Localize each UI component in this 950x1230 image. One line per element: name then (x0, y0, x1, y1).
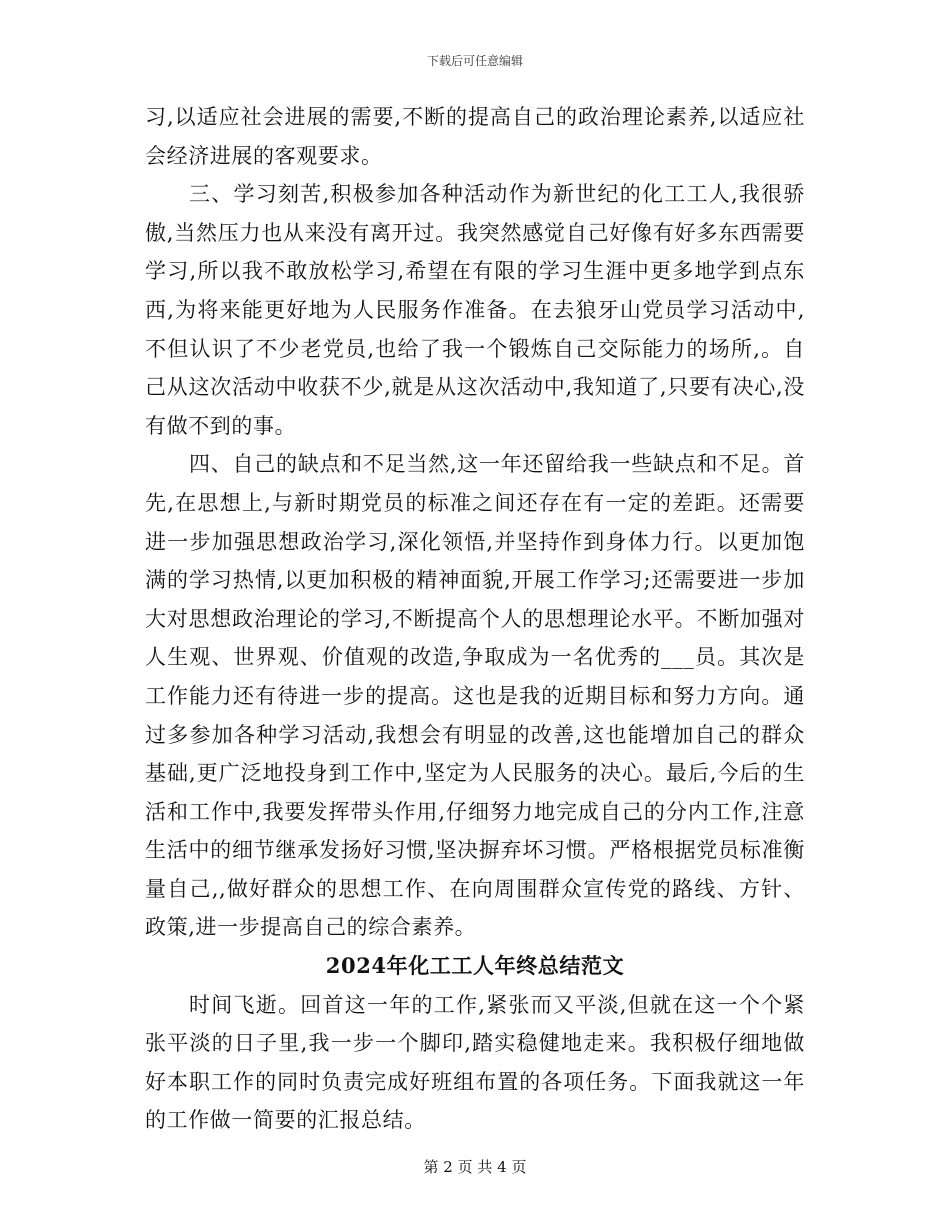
page-header-note: 下载后可任意编辑 (426, 54, 523, 68)
paragraph-study-hard: 三、学习刻苦,积极参加各种活动作为新世纪的化工工人,我很骄傲,当然压力也从来没有离开过。我突然感觉自己好像有好多东西需要学习,所以我不敢放松学习,希望在有限的学习生涯中更多地学到点东西,为将来能更好地为人民服务作准备。在去狼牙山党员学习活动中,不但认识了不少老党员,也给了我一个锻炼自己交际能力的场所,。自己从这次活动中收获不少,就是从这次活动中,我知道了,只要有决心,没有做不到的事。 (145, 182, 805, 438)
page-number: 第 2 页 共 4 页 (423, 1158, 527, 1176)
paragraph-shortcomings: 四、自己的缺点和不足当然,这一年还留给我一些缺点和不足。首先,在思想上,与新时期党员的标准之间还存在有一定的差距。还需要进一步加强思想政治学习,深化领悟,并坚持作到身体力行。以更加饱满的学习热情,以更加积极的精神面貌,开展工作学习;还需要进一步加大对思想政治理论的学习,不断提高个人的思想理论水平。不断加强对人生观、世界观、价值观的改造,争取成为一名优秀的___员。其次是工作能力还有待进一步的提高。这也是我的近期目标和努力方向。通过多参加各种学习活动,我想会有明显的改善,这也能增加自己的群众基础,更广泛地投身到工作中,坚定为人民服务的决心。最后,今后的生活和工作中,我要发挥带头作用,仔细努力地完成自己的分内工作,注意生活中的细节继承发扬好习惯,坚决摒弃坏习惯。严格根据党员标准衡量自己,,做好群众的思想工作、在向周围群众宣传党的路线、方针、政策,进一步提高自己的综合素养。 (145, 452, 805, 940)
document-body (145, 98, 805, 1140)
paragraph-intro: 时间飞逝。回首这一年的工作,紧张而又平淡,但就在这一个个紧张平淡的日子里,我一步一个脚印,踏实稳健地走来。我积极仔细地做好本职工作的同时负责完成好班组布置的各项任务。下面我就这一年的工作做一简要的汇报总结。 (145, 992, 805, 1133)
paragraph-continuation: 习,以适应社会进展的需要,不断的提高自己的政治理论素养,以适应社会经济进展的客观要求。 (145, 105, 805, 168)
section-title: 2024年化工工人年终总结范文 (325, 953, 625, 979)
